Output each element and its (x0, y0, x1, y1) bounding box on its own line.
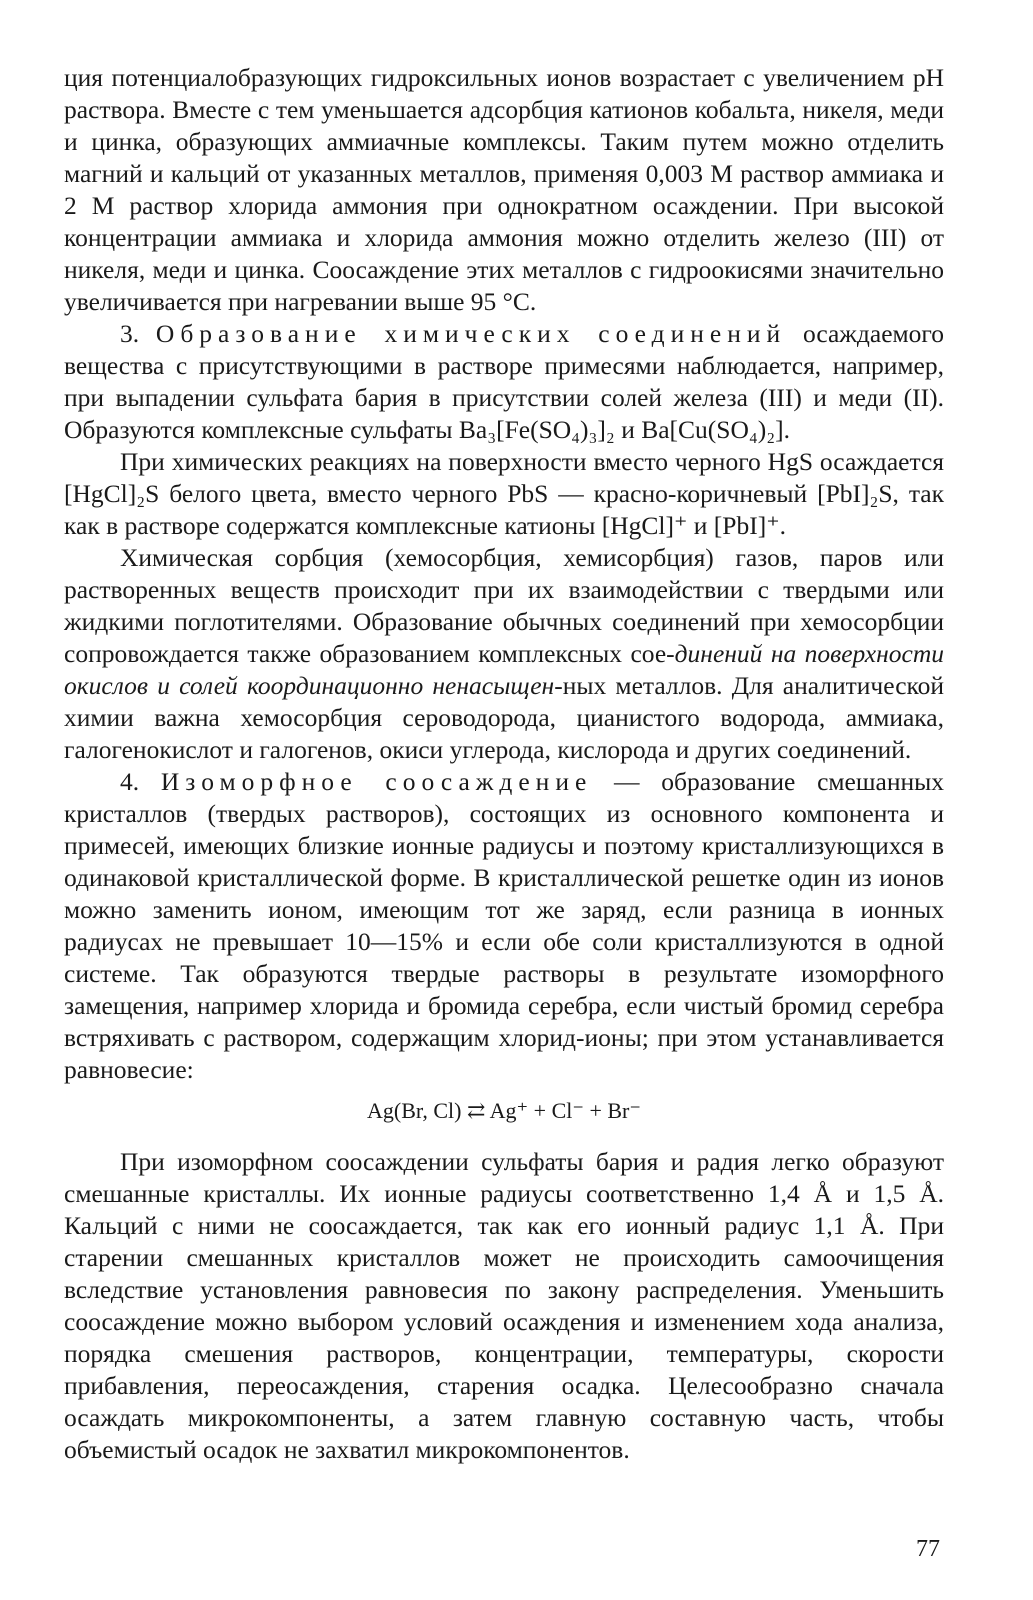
paragraph-adsorption: ция потенциалобразующих гидроксильных ионов возрастает с увеличением pH раствора. Вместе с тем уменьшается адсорбция катионов кобальта, никеля, меди и цинка, образующих аммиачные комплексы. Таким путем можно отделить магний и кальций от указанных металлов, применяя 0,003 М раствор аммиака и 2 М раствор хлорида аммония при однократном осаждении. При высокой концентрации аммиака и хлорида аммония можно отделить железо (III) от никеля, меди и цинка. Соосаждение этих металлов с гидроокисями значительно увеличивается при нагревании выше 95 °С. (64, 63, 944, 316)
paragraph-mixed-crystals: При изоморфном соосаждении сульфаты бария и радия легко образуют смешанные кристаллы. Их ионные радиусы соответственно 1,4 Å и 1,5 Å. Кальций с ними не соосаждается, так как его ионный радиус 1,1 Å. При старении смешанных кристаллов может не происходить самоочищения вследствие установления равновесия по закону распределения. Уменьшить соосаждение можно выбором условий осаждения и изменением хода анализа, порядка смешения растворов, концентрации, температуры, скорости прибавления, переосаждения, старения осадка. Целесообразно сначала осаждать микрокомпоненты, а затем главную составную часть, чтобы объемистый осадок не захватил микрокомпонентов. (64, 1147, 944, 1464)
paragraph-text: ных металлов. Для аналитической химии важна хемосорбция сероводорода, цианистого водорода, аммиака, галогенокислот и галогенов, окиси углерода, кислорода и других соединений. (64, 671, 945, 764)
paragraph-chemical-compounds (64, 318, 944, 446)
paragraph-surface-reactions: При химических реакциях на поверхности вместо черного HgS осаждается [HgCl]₂S белого цвета, вместо черного PbS — красно-коричневый [PbI]₂S, так как в растворе содержатся комплексные катионы [HgCl]⁺ и [PbI]⁺. (64, 447, 944, 540)
paragraph-text: — образование смешанных кристаллов (твердых растворов), состоящих из основного компонента и примесей, имеющих близкие ионные радиусы и поэтому кристаллизующихся в одинаковой кристаллической форме. В кристаллической решетке один из ионов можно заменить ионом, имеющим тот же заряд, если разница в ионных радиусах не превышает 10—15% и если обе соли кристаллизуются в одной системе. Так образуются твердые растворы в результате изоморфного замещения, например хлорида и бромида серебра, если чистый бромид серебра встряхивать с раствором, содержащим хлорид-ионы; при этом устанавливается равновесие: (64, 767, 945, 1084)
item-number: 4. (120, 767, 140, 796)
page-body (64, 62, 944, 1466)
paragraph-text: Химическая сорбция (хемосорбция, хемисорбция) газов, паров или растворенных веществ происходит при их взаимодействии с твердыми или жидкими поглотителями. Образование обычных соединений при хемосорбции сопровождается также образованием комплексных сое- (64, 543, 944, 668)
equilibrium-equation: Ag(Br, Cl) ⇄ Ag⁺ + Cl⁻ + Br⁻ (367, 1098, 641, 1123)
paragraph-text: осаждаемого вещества с присутствующими в растворе примесями наблюдается, например, при выпадении сульфата бария в присутствии солей железа (III) и меди (II). Образуются комплексные сульфаты Ba₃[Fe(SO₄)₃]₂ и Ba[Cu(SO₄)₂]. (64, 319, 944, 444)
italic-text: динений на поверхности окислов и солей координационно ненасыщен- (64, 639, 945, 700)
section-term: Изоморфное соосаждение (160, 767, 593, 796)
page-number: 77 (916, 1536, 940, 1562)
paragraph-isomorphous (64, 766, 944, 1086)
section-term: Образование химических соединений (155, 319, 787, 348)
paragraph-chemisorption (64, 542, 944, 766)
item-number: 3. (120, 319, 140, 348)
